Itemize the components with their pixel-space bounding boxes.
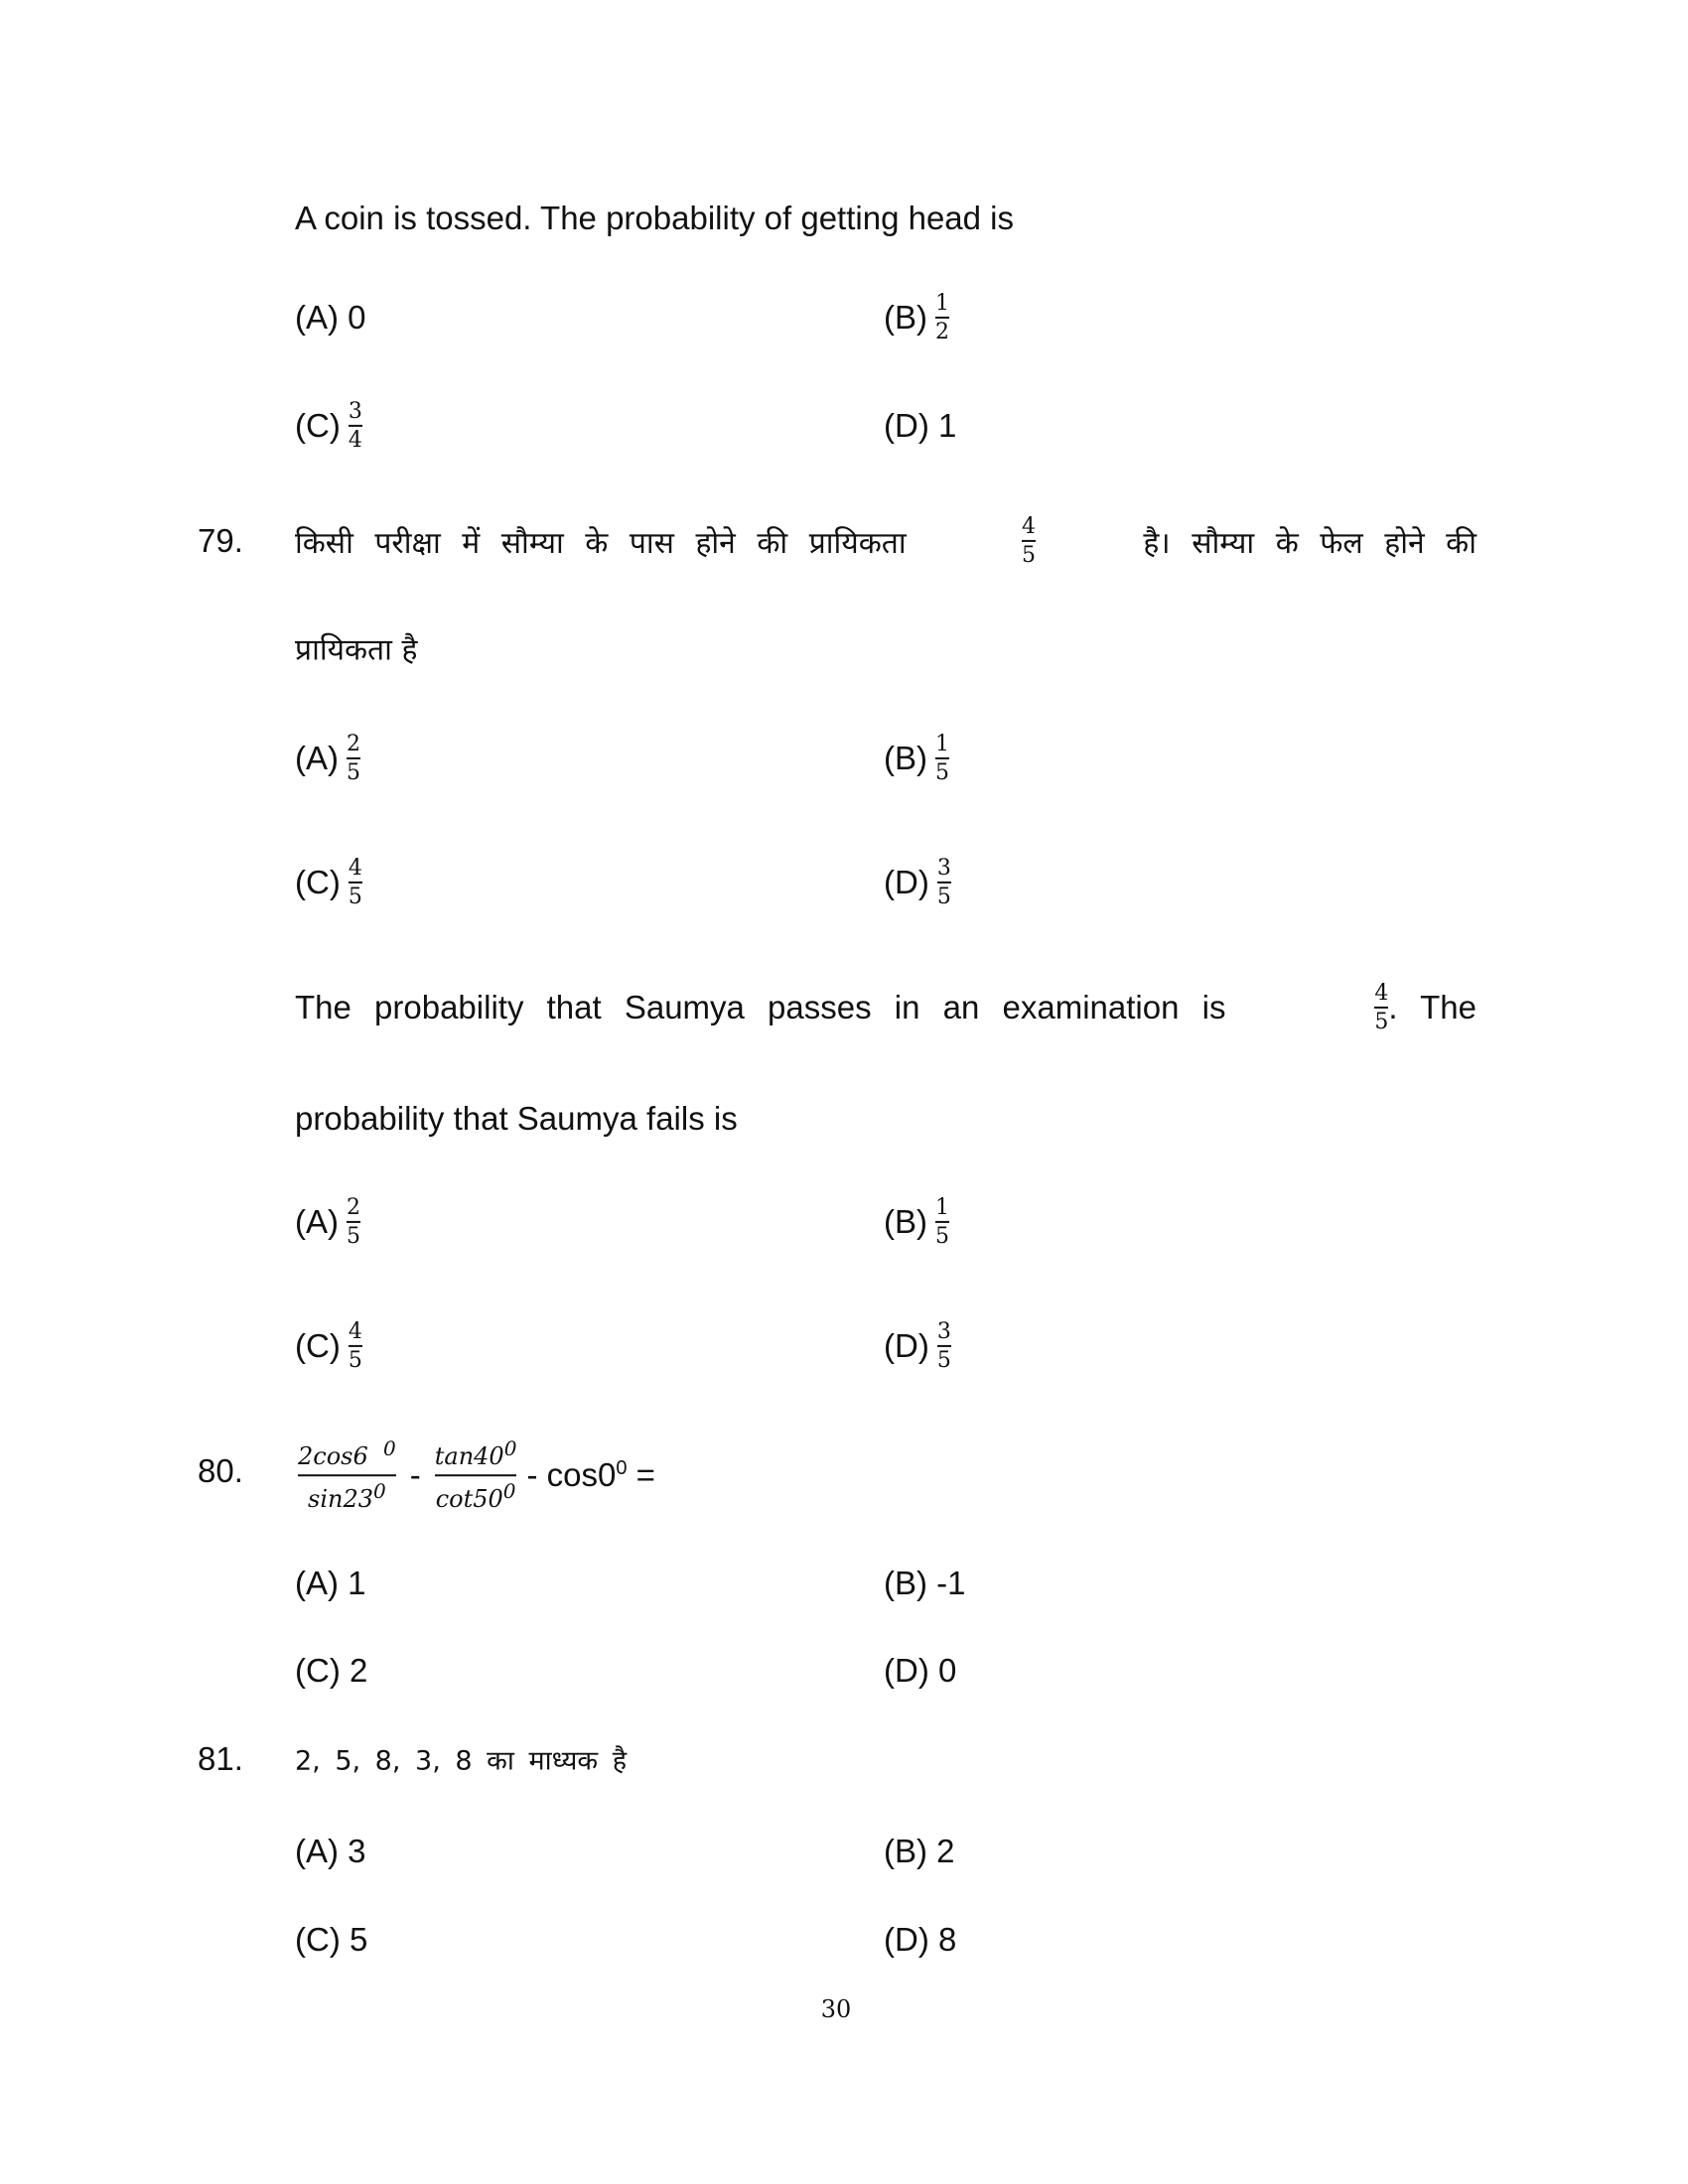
q80-number: 80. (198, 1452, 243, 1489)
numerator (435, 1436, 517, 1471)
q79-hindi-option-d (884, 857, 951, 908)
denominator: 2 (935, 320, 949, 344)
q78-option-d (884, 407, 956, 445)
q79-english-option-c (295, 1320, 362, 1372)
option-label: (B) (884, 740, 927, 776)
english-fraction (1374, 982, 1388, 1033)
option-value: 2 (349, 1652, 368, 1689)
q79-hindi-line1 (295, 515, 1477, 567)
degree-sup: 0 (373, 1479, 386, 1503)
option-fraction (935, 733, 949, 784)
q79-english-option-d (884, 1320, 951, 1372)
option-label: (C) (295, 1921, 341, 1958)
q79-english-line1 (295, 982, 1477, 1033)
numerator: 3 (348, 398, 362, 424)
q81-option-b (884, 1833, 955, 1870)
denominator-text: cot50 (435, 1485, 503, 1513)
fraction-cos-over-sin (298, 1436, 396, 1514)
hindi-fraction (1022, 515, 1036, 567)
numerator: 1 (935, 290, 949, 316)
denominator: 5 (935, 1224, 949, 1249)
denominator: 5 (1022, 543, 1036, 568)
q81-option-a (295, 1833, 366, 1870)
numerator: 3 (936, 1318, 951, 1344)
denominator: 5 (347, 760, 360, 785)
tail-text: - cos0 (526, 1456, 617, 1493)
page-number: 30 (820, 1995, 852, 2023)
q80-option-d (884, 1652, 956, 1690)
numerator: 2 (347, 731, 360, 756)
option-value: -1 (936, 1565, 966, 1601)
expression-tail (526, 1456, 654, 1494)
degree-sup: 0 (503, 1436, 517, 1461)
denominator: 5 (935, 760, 949, 785)
option-fraction (349, 1320, 362, 1372)
q79-hindi-option-a (295, 733, 360, 784)
q78-option-a (295, 299, 366, 337)
option-label: (C) (295, 1652, 341, 1689)
numerator: 4 (348, 1318, 362, 1344)
option-fraction (937, 1320, 951, 1372)
option-label: (A) (295, 740, 339, 776)
numerator (298, 1436, 396, 1471)
option-fraction (347, 1196, 360, 1248)
numerator-text: 2cos6 (298, 1442, 368, 1471)
option-value: 1 (937, 407, 957, 444)
option-value: 5 (349, 1921, 368, 1958)
option-label: (A) (295, 299, 339, 336)
minus-sign: - (409, 1456, 421, 1493)
q79-english-line2: probability that Saumya fails is (295, 1100, 738, 1137)
option-label: (D) (884, 407, 929, 444)
q79-english-option-b (884, 1196, 949, 1248)
option-label: (C) (295, 407, 341, 444)
denominator: 5 (1374, 1010, 1389, 1034)
option-label: (A) (295, 1565, 339, 1601)
q78-option-c (295, 400, 362, 452)
denominator: 5 (347, 1224, 360, 1249)
degree-sup: 0 (616, 1457, 628, 1479)
option-fraction (349, 400, 362, 452)
denominator: 4 (348, 428, 362, 453)
numerator: 4 (1022, 513, 1036, 539)
fraction-tan-over-cot (435, 1436, 517, 1514)
option-label: (D) (884, 1327, 929, 1364)
option-fraction (935, 1196, 949, 1248)
denominator: 5 (936, 1348, 951, 1373)
option-label: (D) (884, 864, 929, 900)
q80-expression (288, 1436, 655, 1514)
option-label: (B) (884, 1203, 927, 1240)
q81-number: 81. (198, 1740, 243, 1777)
denominator (308, 1479, 386, 1514)
option-fraction (937, 857, 951, 908)
option-label: (B) (884, 1833, 927, 1869)
denominator: 5 (936, 885, 951, 909)
option-label: (B) (884, 1565, 927, 1601)
numerator-text: tan40 (434, 1442, 504, 1471)
option-label: (C) (295, 1327, 341, 1364)
denominator: 5 (348, 885, 362, 909)
option-label: (A) (295, 1833, 339, 1869)
hindi-text-part2: है। सौम्या के फेल होने की (1143, 525, 1477, 561)
option-value: 0 (348, 299, 366, 336)
q81-option-d (884, 1921, 956, 1959)
option-value: 2 (936, 1833, 955, 1869)
numerator: 2 (347, 1194, 360, 1220)
numerator: 1 (935, 731, 949, 756)
q80-option-b (884, 1565, 966, 1602)
option-value: 0 (937, 1652, 957, 1689)
numerator: 3 (936, 855, 951, 881)
option-fraction (935, 292, 949, 343)
option-value: 8 (937, 1921, 957, 1958)
numerator: 4 (1374, 980, 1389, 1006)
q80-option-c (295, 1652, 367, 1690)
option-fraction (349, 857, 362, 908)
q78-option-b (884, 292, 949, 343)
q79-hindi-option-c (295, 857, 362, 908)
q81-option-c (295, 1921, 367, 1959)
q79-hindi-line2: प्रायिकता है (295, 632, 418, 668)
q78-text: A coin is tossed. The probability of getting head is (295, 200, 1015, 236)
option-label: (D) (884, 1921, 929, 1958)
q80-option-a (295, 1565, 366, 1602)
option-value: 3 (348, 1833, 366, 1869)
q79-hindi-option-b (884, 733, 949, 784)
q79-number: 79. (198, 522, 243, 559)
degree-sup: 0 (502, 1479, 516, 1503)
denominator (436, 1479, 516, 1514)
denominator-text: sin23 (308, 1485, 373, 1513)
option-label: (C) (295, 864, 341, 900)
hindi-text-part1: किसी परीक्षा में सौम्या के पास होने की प्रायिकता (295, 525, 907, 561)
equals-sign: = (635, 1456, 655, 1493)
option-fraction (347, 733, 360, 784)
option-label: (B) (884, 299, 927, 336)
english-text-part1: The probability that Saumya passes in an examination is (295, 989, 1226, 1025)
numerator: 4 (348, 855, 362, 881)
option-label: (A) (295, 1203, 339, 1240)
q79-english-option-a (295, 1196, 360, 1248)
degree-sup: 0 (383, 1436, 396, 1461)
q81-text: 2, 5, 8, 3, 8 का माध्यक है (295, 1745, 628, 1777)
option-value: 1 (348, 1565, 366, 1601)
english-text-part2: . The (1388, 989, 1477, 1025)
option-label: (D) (884, 1652, 929, 1689)
denominator: 5 (348, 1348, 362, 1373)
numerator: 1 (935, 1194, 949, 1220)
